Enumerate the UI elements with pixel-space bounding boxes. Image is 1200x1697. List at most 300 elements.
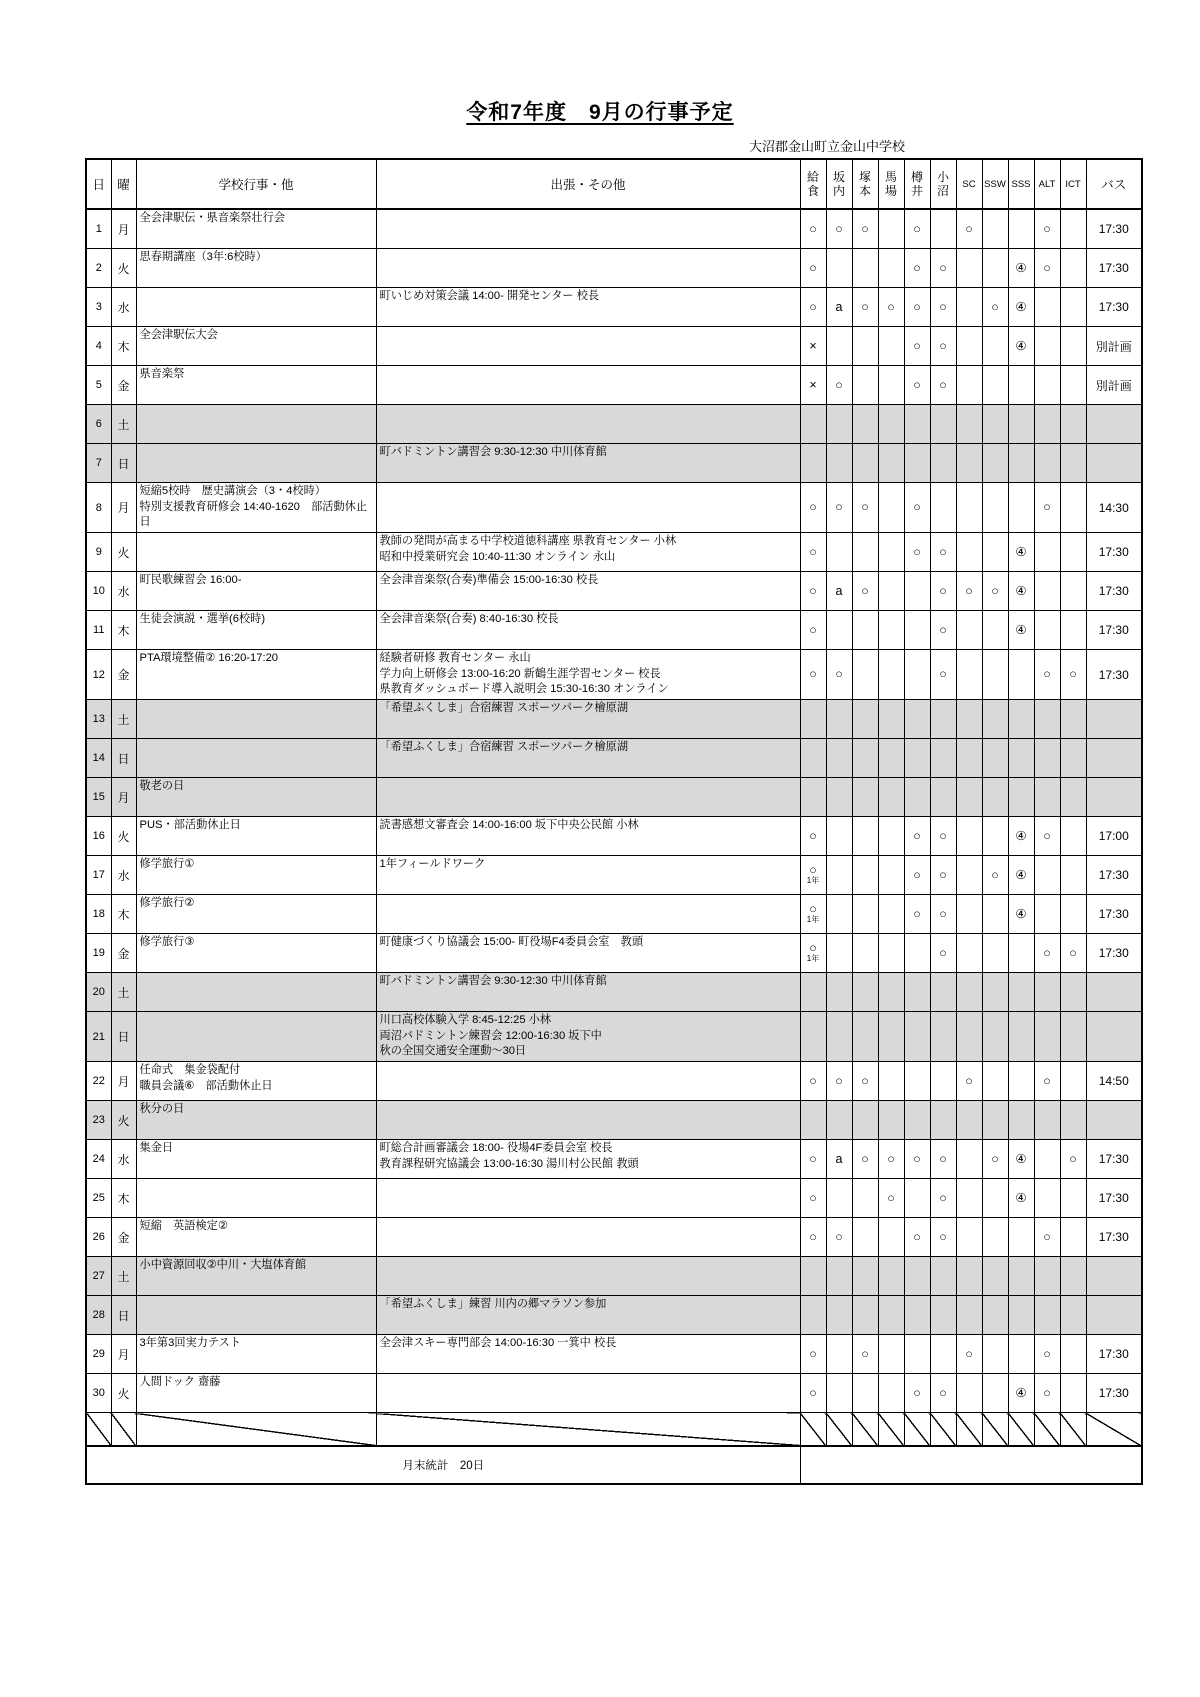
day-cell: 24 — [86, 1140, 111, 1179]
schedule-row-5 — [86, 366, 1142, 405]
mark-cell-tsukamoto — [852, 1257, 878, 1296]
schedule-row-25 — [86, 1179, 1142, 1218]
mark-cell-baba — [878, 778, 904, 817]
weekday-cell: 月 — [111, 209, 136, 249]
mark-cell-ssw — [982, 444, 1008, 483]
mark-cell-ssw — [982, 934, 1008, 973]
trips-cell — [376, 1179, 800, 1218]
mark-cell-ssw — [982, 533, 1008, 572]
mark-cell-tarui — [904, 444, 930, 483]
trip-line: 町バドミントン講習会 9:30-12:30 中川体育館 — [379, 446, 607, 458]
weekday-cell: 木 — [111, 1179, 136, 1218]
event-line: 全会津駅伝・県音楽祭壮行会 — [139, 212, 285, 224]
schedule-row-9 — [86, 533, 1142, 572]
mark-cell-alt — [1034, 895, 1060, 934]
events-cell — [136, 1101, 376, 1140]
column-header-baba: 馬場 — [878, 159, 904, 209]
mark-cell-baba — [878, 934, 904, 973]
mark-cell-kyushoku — [800, 444, 826, 483]
mark-cell-ict: ○ — [1060, 1140, 1086, 1179]
mark-cell-sakauchi: ○ — [826, 366, 852, 405]
column-header-sc: SC — [956, 159, 982, 209]
mark-cell-tsukamoto — [852, 1374, 878, 1413]
mark-cell-alt — [1034, 1101, 1060, 1140]
bus-cell: 別計画 — [1086, 366, 1142, 405]
mark-cell-sakauchi — [826, 327, 852, 366]
mark-symbol: ○ — [809, 940, 817, 955]
trip-line: 教師の発問が高まる中学校道徳科講座 県教育センター 小林 — [379, 535, 677, 548]
events-cell — [136, 483, 376, 533]
mark-cell-ssw — [982, 366, 1008, 405]
mark-cell-onuma: ○ — [930, 1179, 956, 1218]
day-cell: 16 — [86, 817, 111, 856]
mark-cell-sakauchi — [826, 934, 852, 973]
mark-cell-ict — [1060, 249, 1086, 288]
mark-cell-alt — [1034, 856, 1060, 895]
mark-cell-tsukamoto — [852, 249, 878, 288]
footer-label-cell: 月末統計 20日 — [86, 1446, 800, 1484]
schedule-row-20 — [86, 973, 1142, 1012]
bus-cell: 17:30 — [1086, 1218, 1142, 1257]
mark-symbol: ○ — [809, 901, 817, 916]
mark-cell-alt — [1034, 444, 1060, 483]
weekday-cell: 月 — [111, 483, 136, 533]
mark-cell-ict — [1060, 817, 1086, 856]
events-cell — [136, 1335, 376, 1374]
bus-cell: 14:50 — [1086, 1062, 1142, 1101]
trips-cell — [376, 1140, 800, 1179]
day-cell: 19 — [86, 934, 111, 973]
bus-cell: 17:00 — [1086, 817, 1142, 856]
trip-line: 町健康づくり協議会 15:00- 町役場F4委員会室 教頭 — [379, 936, 644, 949]
mark-cell-kyushoku — [800, 1296, 826, 1335]
mark-cell-ssw — [982, 895, 1008, 934]
column-header-onuma: 小沼 — [930, 159, 956, 209]
trips-cell — [376, 1218, 800, 1257]
events-cell — [136, 1062, 376, 1101]
event-line: 3年第3回実力テスト — [139, 1337, 241, 1350]
bus-cell: 17:30 — [1086, 209, 1142, 249]
mark-cell-ict: ○ — [1060, 934, 1086, 973]
trip-line: 学力向上研修会 13:00-16:20 新鶴生涯学習センター 校長 — [379, 667, 661, 680]
mark-cell-kyushoku — [800, 934, 826, 973]
mark-cell-kyushoku: ○ — [800, 288, 826, 327]
mark-cell-sc — [956, 288, 982, 327]
mark-cell-alt: ○ — [1034, 1218, 1060, 1257]
diagonal-cell — [86, 1413, 111, 1447]
mark-cell-alt — [1034, 973, 1060, 1012]
event-line: 敬老の日 — [139, 780, 185, 793]
mark-cell-tsukamoto — [852, 366, 878, 405]
mark-cell-baba: ○ — [878, 288, 904, 327]
mark-cell-sc — [956, 934, 982, 973]
mark-cell-kyushoku — [800, 1257, 826, 1296]
mark-cell-sc — [956, 1012, 982, 1062]
diagonal-cell — [1008, 1413, 1034, 1447]
column-header-bus: バス — [1086, 159, 1142, 209]
mark-cell-tarui — [904, 934, 930, 973]
trips-cell — [376, 1012, 800, 1062]
mark-cell-tarui: ○ — [904, 895, 930, 934]
day-cell: 5 — [86, 366, 111, 405]
mark-cell-ict — [1060, 483, 1086, 533]
mark-cell-tsukamoto: ○ — [852, 288, 878, 327]
mark-cell-ict — [1060, 327, 1086, 366]
diagonal-cell — [904, 1413, 930, 1447]
day-cell: 4 — [86, 327, 111, 366]
bus-cell: 17:30 — [1086, 1179, 1142, 1218]
schedule-row-30 — [86, 1374, 1142, 1413]
mark-cell-baba — [878, 209, 904, 249]
diagonal-cell — [826, 1413, 852, 1447]
column-header-day: 日 — [86, 159, 111, 209]
weekday-cell: 日 — [111, 739, 136, 778]
weekday-cell: 火 — [111, 533, 136, 572]
mark-cell-sss: ④ — [1008, 533, 1034, 572]
mark-cell-tarui: ○ — [904, 1218, 930, 1257]
mark-cell-kyushoku: ○ — [800, 209, 826, 249]
mark-cell-tsukamoto — [852, 700, 878, 739]
mark-cell-alt — [1034, 405, 1060, 444]
mark-cell-onuma: ○ — [930, 1218, 956, 1257]
events-cell — [136, 405, 376, 444]
mark-cell-sakauchi: ○ — [826, 1062, 852, 1101]
mark-cell-tsukamoto — [852, 1218, 878, 1257]
diagonal-cell — [956, 1413, 982, 1447]
schedule-row-21 — [86, 1012, 1142, 1062]
events-cell — [136, 209, 376, 249]
header-row — [86, 159, 1142, 209]
events-cell — [136, 1179, 376, 1218]
mark-cell-tsukamoto — [852, 973, 878, 1012]
mark-cell-tsukamoto: ○ — [852, 1335, 878, 1374]
schedule-row-28 — [86, 1296, 1142, 1335]
mark-cell-kyushoku: ○ — [800, 483, 826, 533]
mark-cell-onuma: ○ — [930, 817, 956, 856]
bus-cell: 17:30 — [1086, 1335, 1142, 1374]
mark-cell-sss — [1008, 483, 1034, 533]
weekday-cell: 土 — [111, 405, 136, 444]
day-cell: 9 — [86, 533, 111, 572]
mark-cell-baba — [878, 366, 904, 405]
mark-cell-tsukamoto: ○ — [852, 1062, 878, 1101]
mark-cell-tarui: ○ — [904, 288, 930, 327]
mark-cell-alt — [1034, 327, 1060, 366]
mark-cell-sc — [956, 895, 982, 934]
mark-cell-sakauchi — [826, 973, 852, 1012]
mark-cell-kyushoku — [800, 1012, 826, 1062]
mark-cell-alt — [1034, 288, 1060, 327]
footer-row — [86, 1446, 1142, 1484]
events-cell — [136, 327, 376, 366]
mark-cell-ssw — [982, 327, 1008, 366]
schedule-row-11 — [86, 611, 1142, 650]
mark-cell-sc — [956, 327, 982, 366]
mark-cell-ict — [1060, 444, 1086, 483]
mark-cell-sc — [956, 405, 982, 444]
mark-cell-alt: ○ — [1034, 817, 1060, 856]
mark-cell-sss: ④ — [1008, 288, 1034, 327]
mark-cell-ssw — [982, 483, 1008, 533]
schedule-row-1 — [86, 209, 1142, 249]
mark-cell-sss — [1008, 1012, 1034, 1062]
mark-cell-ssw — [982, 1335, 1008, 1374]
diagonal-cell — [852, 1413, 878, 1447]
schedule-row-8 — [86, 483, 1142, 533]
event-line: 秋分の日 — [139, 1103, 185, 1116]
mark-cell-alt: ○ — [1034, 1062, 1060, 1101]
mark-cell-tsukamoto — [852, 1012, 878, 1062]
mark-cell-kyushoku — [800, 700, 826, 739]
bus-cell — [1086, 778, 1142, 817]
events-cell — [136, 895, 376, 934]
trip-line: 町いじめ対策会議 14:00- 開発センター 校長 — [379, 290, 600, 302]
day-cell: 2 — [86, 249, 111, 288]
mark-cell-tarui: ○ — [904, 366, 930, 405]
mark-cell-alt — [1034, 1179, 1060, 1218]
column-header-sakauchi: 坂内 — [826, 159, 852, 209]
mark-cell-sc: ○ — [956, 572, 982, 611]
mark-cell-kyushoku — [800, 973, 826, 1012]
mark-cell-onuma: ○ — [930, 327, 956, 366]
mark-cell-sc — [956, 650, 982, 700]
mark-cell-baba — [878, 444, 904, 483]
mark-cell-ict — [1060, 288, 1086, 327]
day-cell: 17 — [86, 856, 111, 895]
mark-cell-ict — [1060, 1374, 1086, 1413]
bus-cell: 17:30 — [1086, 1140, 1142, 1179]
table-body — [86, 209, 1142, 1484]
schedule-row-27 — [86, 1257, 1142, 1296]
mark-cell-alt: ○ — [1034, 650, 1060, 700]
bus-cell: 14:30 — [1086, 483, 1142, 533]
mark-cell-onuma: ○ — [930, 1374, 956, 1413]
mark-cell-alt: ○ — [1034, 249, 1060, 288]
mark-cell-tsukamoto — [852, 739, 878, 778]
trips-cell — [376, 533, 800, 572]
mark-cell-tsukamoto — [852, 934, 878, 973]
trips-cell — [376, 1374, 800, 1413]
mark-cell-sss — [1008, 444, 1034, 483]
bus-cell: 17:30 — [1086, 288, 1142, 327]
schedule-row-7 — [86, 444, 1142, 483]
mark-cell-tsukamoto — [852, 1179, 878, 1218]
mark-cell-onuma — [930, 739, 956, 778]
mark-cell-sakauchi — [826, 1012, 852, 1062]
event-line: 県音楽祭 — [139, 368, 185, 380]
mark-cell-sss — [1008, 1101, 1034, 1140]
schedule-row-14 — [86, 739, 1142, 778]
mark-cell-onuma: ○ — [930, 366, 956, 405]
column-header-tsukamoto: 塚本 — [852, 159, 878, 209]
events-cell — [136, 1257, 376, 1296]
day-cell: 23 — [86, 1101, 111, 1140]
trips-cell — [376, 483, 800, 533]
mark-cell-kyushoku: × — [800, 327, 826, 366]
diagonal-cell — [878, 1413, 904, 1447]
mark-cell-kyushoku: ○ — [800, 1140, 826, 1179]
schedule-row-17 — [86, 856, 1142, 895]
schedule-row-10 — [86, 572, 1142, 611]
diagonal-row — [86, 1413, 1142, 1447]
trip-line: 「希望ふくしま」合宿練習 スポーツパーク檜原湖 — [379, 702, 629, 715]
mark-cell-sakauchi — [826, 611, 852, 650]
mark-cell-ict — [1060, 1179, 1086, 1218]
mark-cell-ssw — [982, 1179, 1008, 1218]
bus-cell: 17:30 — [1086, 856, 1142, 895]
mark-cell-ict — [1060, 1062, 1086, 1101]
events-cell — [136, 856, 376, 895]
weekday-cell: 火 — [111, 817, 136, 856]
mark-cell-sakauchi: a — [826, 1140, 852, 1179]
mark-cell-sss — [1008, 366, 1034, 405]
mark-cell-sss: ④ — [1008, 327, 1034, 366]
mark-cell-sss: ④ — [1008, 1140, 1034, 1179]
mark-cell-sc — [956, 1101, 982, 1140]
bus-cell: 17:30 — [1086, 572, 1142, 611]
bus-cell — [1086, 1012, 1142, 1062]
mark-cell-tarui — [904, 973, 930, 1012]
mark-cell-ssw — [982, 1218, 1008, 1257]
diagonal-cell — [1060, 1413, 1086, 1447]
mark-cell-tarui: ○ — [904, 483, 930, 533]
mark-cell-ssw — [982, 778, 1008, 817]
mark-cell-ict — [1060, 856, 1086, 895]
bus-cell: 17:30 — [1086, 895, 1142, 934]
column-header-weekday: 曜 — [111, 159, 136, 209]
table-header — [86, 159, 1142, 209]
mark-cell-sakauchi: ○ — [826, 209, 852, 249]
mark-cell-ssw — [982, 405, 1008, 444]
event-line: 全会津駅伝大会 — [139, 329, 218, 341]
mark-cell-sc — [956, 973, 982, 1012]
schedule-row-24 — [86, 1140, 1142, 1179]
events-cell — [136, 611, 376, 650]
mark-cell-onuma — [930, 444, 956, 483]
diagonal-cell — [800, 1413, 826, 1447]
weekday-cell: 土 — [111, 973, 136, 1012]
trips-cell — [376, 973, 800, 1012]
weekday-cell: 月 — [111, 1335, 136, 1374]
mark-cell-kyushoku: ○ — [800, 1335, 826, 1374]
mark-cell-baba — [878, 572, 904, 611]
mark-cell-tarui — [904, 1012, 930, 1062]
mark-cell-sc: ○ — [956, 1062, 982, 1101]
mark-cell-sss — [1008, 934, 1034, 973]
trips-cell — [376, 1257, 800, 1296]
mark-cell-baba — [878, 1012, 904, 1062]
events-cell — [136, 288, 376, 327]
mark-symbol: ○ — [809, 862, 817, 877]
mark-cell-sss: ④ — [1008, 895, 1034, 934]
trips-cell — [376, 1062, 800, 1101]
mark-cell-baba — [878, 1257, 904, 1296]
mark-cell-ssw: ○ — [982, 572, 1008, 611]
mark-cell-sakauchi: ○ — [826, 650, 852, 700]
day-cell: 18 — [86, 895, 111, 934]
day-cell: 27 — [86, 1257, 111, 1296]
mark-cell-alt — [1034, 1257, 1060, 1296]
mark-cell-sss: ④ — [1008, 249, 1034, 288]
mark-cell-sc — [956, 249, 982, 288]
schedule-row-22 — [86, 1062, 1142, 1101]
mark-cell-sss — [1008, 1062, 1034, 1101]
mark-cell-sakauchi — [826, 444, 852, 483]
day-cell: 29 — [86, 1335, 111, 1374]
mark-cell-onuma — [930, 1062, 956, 1101]
mark-cell-sakauchi — [826, 405, 852, 444]
trips-cell — [376, 778, 800, 817]
mark-cell-sss — [1008, 650, 1034, 700]
mark-cell-sc — [956, 1374, 982, 1413]
mark-cell-onuma — [930, 1101, 956, 1140]
mark-cell-baba — [878, 650, 904, 700]
mark-cell-tsukamoto — [852, 533, 878, 572]
events-cell — [136, 533, 376, 572]
mark-cell-kyushoku: ○ — [800, 650, 826, 700]
mark-cell-onuma — [930, 1296, 956, 1335]
day-cell: 8 — [86, 483, 111, 533]
weekday-cell: 日 — [111, 1296, 136, 1335]
weekday-cell: 火 — [111, 1101, 136, 1140]
day-cell: 11 — [86, 611, 111, 650]
trips-cell — [376, 934, 800, 973]
mark-cell-ict — [1060, 611, 1086, 650]
day-cell: 12 — [86, 650, 111, 700]
mark-cell-sakauchi — [826, 1179, 852, 1218]
weekday-cell: 木 — [111, 327, 136, 366]
events-cell — [136, 650, 376, 700]
mark-cell-sakauchi — [826, 778, 852, 817]
mark-sublabel: 1年 — [806, 954, 820, 964]
event-line: 修学旅行③ — [139, 936, 195, 949]
trips-cell — [376, 444, 800, 483]
mark-cell-kyushoku — [800, 856, 826, 895]
trip-line: 全会津音楽祭(合奏)準備会 15:00-16:30 校長 — [379, 574, 599, 587]
mark-cell-baba: ○ — [878, 1179, 904, 1218]
bus-cell: 17:30 — [1086, 533, 1142, 572]
mark-cell-alt — [1034, 739, 1060, 778]
mark-cell-onuma: ○ — [930, 934, 956, 973]
event-line: 修学旅行① — [139, 858, 195, 871]
schedule-row-15 — [86, 778, 1142, 817]
trip-line: 「希望ふくしま」練習 川内の郷マラソン参加 — [379, 1298, 607, 1311]
mark-cell-onuma: ○ — [930, 533, 956, 572]
mark-cell-sss — [1008, 1218, 1034, 1257]
events-cell — [136, 1012, 376, 1062]
weekday-cell: 金 — [111, 366, 136, 405]
mark-cell-sakauchi — [826, 739, 852, 778]
mark-cell-sc — [956, 366, 982, 405]
mark-sublabel: 1年 — [806, 876, 820, 886]
mark-cell-ssw — [982, 209, 1008, 249]
events-cell — [136, 249, 376, 288]
mark-cell-ict: ○ — [1060, 650, 1086, 700]
mark-cell-tsukamoto: ○ — [852, 572, 878, 611]
trip-line: 昭和中授業研究会 10:40-11:30 オンライン 永山 — [379, 550, 616, 563]
mark-cell-sakauchi — [826, 1335, 852, 1374]
day-cell: 22 — [86, 1062, 111, 1101]
trip-line: 町バドミントン講習会 9:30-12:30 中川体育館 — [379, 975, 607, 988]
page-title: 令和7年度 9月の行事予定 — [466, 101, 734, 124]
mark-cell-onuma — [930, 1012, 956, 1062]
mark-cell-sc — [956, 444, 982, 483]
mark-cell-ssw — [982, 249, 1008, 288]
mark-cell-sss — [1008, 778, 1034, 817]
mark-cell-ict — [1060, 1257, 1086, 1296]
mark-cell-onuma — [930, 700, 956, 739]
mark-cell-sc — [956, 778, 982, 817]
